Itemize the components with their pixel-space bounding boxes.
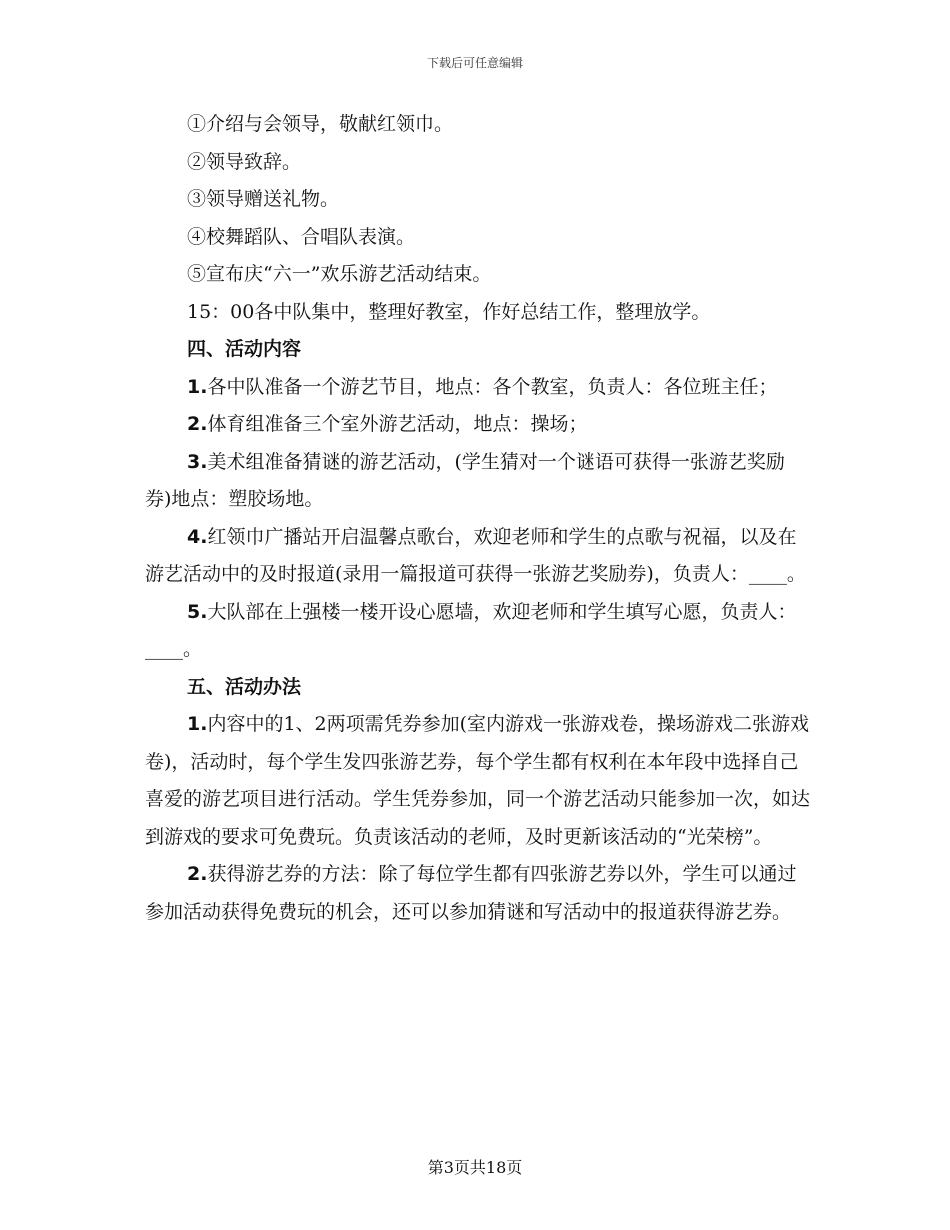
section-4-item-3: [145, 444, 810, 519]
step-4: ④校舞蹈队、合唱队表演。: [187, 225, 416, 248]
item-number: 4.: [187, 525, 208, 548]
step-5: ⑤宣布庆“六一”欢乐游艺活动结束。: [187, 263, 492, 285]
closing-time: 15：00各中队集中，整理好教室，作好总结工作，整理放学。: [187, 300, 711, 323]
section-5-heading: 五、活动办法: [187, 675, 302, 698]
step-3: ③领导赠送礼物。: [187, 188, 340, 210]
item-number: 5.: [187, 600, 208, 623]
item-number: 3.: [187, 450, 208, 473]
step-1: ①介绍与会领导，敬献红领巾。: [187, 113, 454, 135]
item-number: 2.: [187, 863, 208, 885]
section-4-item-1: [145, 369, 810, 407]
item-text: 内容中的1、2两项需凭券参加(室内游戏一张游戏卷，操场游戏二张游戏卷)，活动时，每个学生发四张游艺券，每个学生都有权利在本年段中选择自己喜爱的游艺项目进行活动。学生凭券参加，同一个游艺活动只能参加一次，如达到游戏的要求可免费玩。负责该活动的老师，及时更新该活动的“光荣榜”。: [145, 713, 811, 848]
section-4-item-2: [145, 406, 810, 444]
section-4-item-4: [145, 519, 810, 594]
page-number: 第3页共18页: [427, 1158, 523, 1177]
section-4-heading: 四、活动内容: [187, 338, 302, 360]
section-5-item-1: [145, 706, 810, 856]
page-header-note: 下载后可任意编辑: [426, 56, 523, 70]
item-text: 体育组准备三个室外游艺活动，地点：操场；: [207, 413, 588, 435]
item-number: 2.: [187, 413, 208, 435]
section-5-item-2: [145, 856, 810, 931]
item-number: 1.: [187, 375, 208, 398]
item-text: 获得游艺券的方法：除了每位学生都有四张游艺券以外，学生可以通过参加活动获得免费玩的机会，还可以参加猜谜和写活动中的报道获得游艺券。: [145, 863, 797, 923]
item-text: 各中队准备一个游艺节目，地点：各个教室，负责人：各位班主任；: [207, 375, 778, 398]
document-body: [145, 106, 810, 931]
section-4-item-5: [145, 594, 810, 669]
item-text: 美术组准备猜谜的游艺活动，(学生猜对一个谜语可获得一张游艺奖励券)地点：塑胶场地。: [145, 450, 785, 510]
step-2: ②领导致辞。: [187, 150, 302, 173]
item-text: 红领巾广播站开启温馨点歌台，欢迎老师和学生的点歌与祝福，以及在游艺活动中的及时报道(录用一篇报道可获得一张游艺奖励券)，负责人：____。: [145, 525, 806, 585]
item-number: 1.: [187, 713, 208, 735]
item-text: 大队部在上强楼一楼开设心愿墙，欢迎老师和学生填写心愿，负责人：____。: [145, 600, 797, 660]
